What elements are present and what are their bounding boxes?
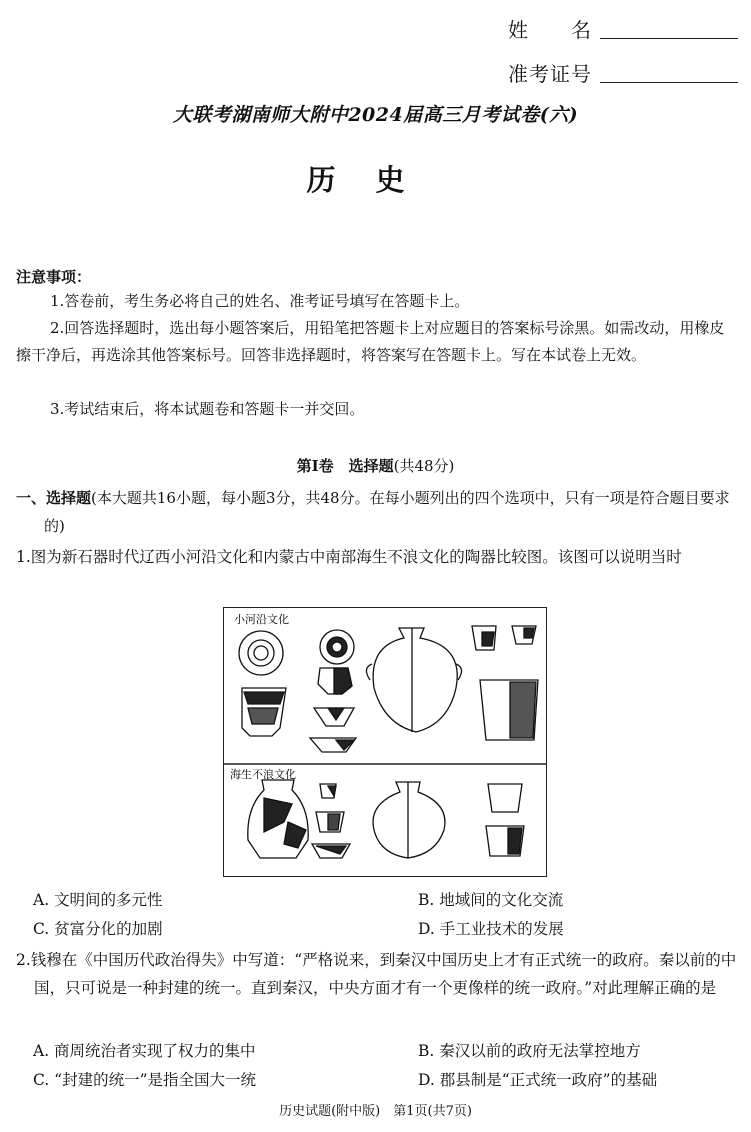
exam-id-field[interactable] <box>600 58 738 83</box>
q1-option-b[interactable]: B. 地域间的文化交流 <box>418 891 564 909</box>
name-field[interactable] <box>600 14 738 39</box>
question-1-stem: 1.图为新石器时代辽西小河沿文化和内蒙古中南部海生不浪文化的陶器比较图。该图可以说明当时 <box>16 548 682 566</box>
section-subtitle: (共48分) <box>393 457 455 475</box>
q1-option-a[interactable]: A. 文明间的多元性 <box>33 891 163 909</box>
part-instructions <box>16 484 740 540</box>
top-panel-label: 小河沿文化 <box>234 613 289 626</box>
q2-option-d[interactable]: D. 郡县制是“正式统一政府”的基础 <box>418 1071 658 1089</box>
q2-option-c[interactable]: C. “封建的统一”是指全国大一统 <box>33 1071 257 1089</box>
q2-option-a[interactable]: A. 商周统治者实现了权力的集中 <box>33 1042 256 1060</box>
subject-title: 历史 <box>306 163 445 197</box>
exam-title: 大联考湖南师大附中2024届高三月考试卷(六) <box>172 104 579 126</box>
note-item: 1.答卷前，考生务必将自己的姓名、准考证号填写在答题卡上。 <box>50 292 470 310</box>
notes-heading: 注意事项： <box>16 268 92 286</box>
note-item: 3.考试结束后，将本试题卷和答题卡一并交回。 <box>50 400 365 418</box>
exam-id-label: 准考证号 <box>508 62 592 86</box>
bottom-panel-pottery <box>248 780 524 858</box>
q1-option-d[interactable]: D. 手工业技术的发展 <box>418 920 564 938</box>
page-footer: 历史试题(附中版) 第1页(共7页) <box>279 1104 472 1119</box>
q1-option-c[interactable]: C. 贫富分化的加剧 <box>33 920 163 938</box>
section-title <box>0 455 751 476</box>
part-instructions-text: (本大题共16小题，每小题3分，共48分。在每小题列出的四个选项中，只有一项是符合题目要求的) <box>44 489 730 535</box>
pottery-comparison-figure <box>223 607 547 877</box>
section-title-text: 第Ⅰ卷 选择题 <box>296 457 394 475</box>
pottery-illustration <box>224 608 546 876</box>
name-label: 姓 名 <box>508 18 592 42</box>
bottom-panel-label: 海生不浪文化 <box>230 768 296 781</box>
q2-option-b[interactable]: B. 秦汉以前的政府无法掌控地方 <box>418 1042 641 1060</box>
question-2-stem: 2.钱穆在《中国历代政治得失》中写道：“严格说来，到秦汉中国历史上才有正式统一的政府。秦以前的中国，只可说是一种封建的统一。直到秦汉，中央方面才有一个更像样的统一政府。”对此理解正确的是 <box>16 951 737 997</box>
top-panel-pottery <box>239 626 538 752</box>
note-item: 2.回答选择题时，选出每小题答案后，用铅笔把答题卡上对应题目的答案标号涂黑。如需改动，用橡皮擦干净后，再选涂其他答案标号。回答非选择题时，将答案写在答题卡上。写在本试卷上无效。 <box>16 319 725 364</box>
part-heading: 一、选择题 <box>16 489 92 507</box>
